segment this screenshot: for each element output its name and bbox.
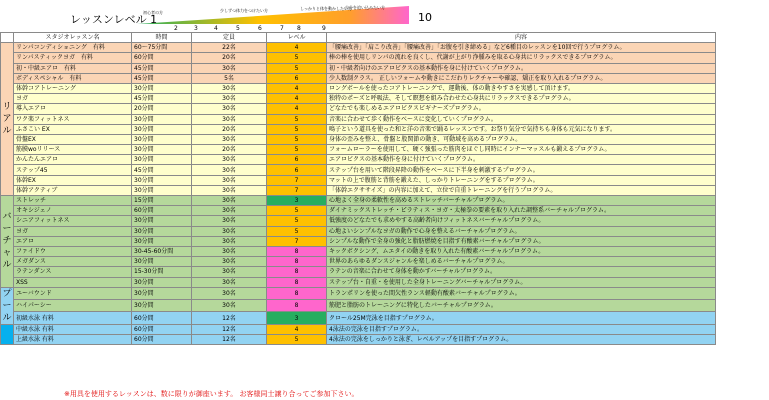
- level-cell: 6: [267, 165, 327, 175]
- level-cell: 4: [267, 324, 327, 334]
- lesson-name-cell: 体幹コアトレーニング: [14, 83, 132, 93]
- level-cell: 5: [267, 114, 327, 124]
- content-cell: 棒の棒を使用しリンパの流れを良くし、代謝が上がり浄腫みを取る心身共にリラックスできるプログラム。: [327, 53, 716, 63]
- table-row: [1, 155, 716, 165]
- table-row: [1, 124, 716, 134]
- capacity-cell: 30名: [192, 287, 267, 299]
- time-cell: 30分間: [132, 216, 192, 226]
- capacity-cell: 20名: [192, 124, 267, 134]
- capacity-cell: 30名: [192, 134, 267, 144]
- category-label: [1, 324, 14, 344]
- time-cell: 60分間: [132, 312, 192, 324]
- table-row: [1, 312, 716, 324]
- lesson-name-cell: ボディスペシャル 有料: [14, 73, 132, 83]
- table-row: [1, 134, 716, 144]
- scale-tick: 9: [322, 25, 326, 32]
- time-cell: 30分間: [132, 134, 192, 144]
- level-cell: 3: [267, 196, 327, 206]
- time-cell: 60分間: [132, 53, 192, 63]
- time-cell: 30分間: [132, 175, 192, 185]
- level-cell: 8: [267, 300, 327, 312]
- lesson-name-cell: 初級水泳 有料: [14, 312, 132, 324]
- category-label: プール: [2, 288, 12, 323]
- capacity-cell: 30名: [192, 114, 267, 124]
- time-cell: 60分間: [132, 334, 192, 344]
- lesson-name-cell: ハイパーシー: [14, 300, 132, 312]
- content-cell: 独特のポーズと呼吸法、そして瞑想を組み合わせた心身共にリラックスできるプログラム。: [327, 94, 716, 104]
- lesson-name-cell: ストレッチ: [14, 196, 132, 206]
- table-row: [1, 73, 716, 83]
- content-cell: ロングボールを使ったコアトレーニングで、運動後、体の動きやすさを実感して頂けます。: [327, 83, 716, 93]
- content-cell: 「体幹エクササイズ」の内容に加えて、立位で自重トレーニングを行うプログラム。: [327, 185, 716, 195]
- content-cell: 初・中級者向けのエアロビクスの基本動作を身に付けていくプログラム。: [327, 63, 716, 73]
- header-blank: [1, 33, 14, 43]
- capacity-cell: 30名: [192, 94, 267, 104]
- capacity-cell: 30名: [192, 104, 267, 114]
- table-row: [1, 175, 716, 185]
- table-row: [1, 206, 716, 216]
- time-cell: 60～75分間: [132, 43, 192, 53]
- table-row: [1, 216, 716, 226]
- lesson-name-cell: XSS: [14, 277, 132, 287]
- scale-tick: 4: [214, 25, 218, 32]
- capacity-cell: 30名: [192, 185, 267, 195]
- content-cell: 音楽に合わせて歩く動作をベースに変化していくプログラム。: [327, 114, 716, 124]
- table-row: [1, 334, 716, 344]
- table-row: [1, 324, 716, 334]
- lesson-name-cell: ラテンダンス: [14, 267, 132, 277]
- content-cell: マットの上で腹筋と背筋を鍛えた、しっかりトレーニングをするプログラム。: [327, 175, 716, 185]
- level-cell: 4: [267, 83, 327, 93]
- lesson-name-cell: リンパスティックヨガ 有料: [14, 53, 132, 63]
- table-row: [1, 196, 716, 206]
- content-cell: 筋肥と脂肪のトレーニングに特化したバーチャルプログラム。: [327, 300, 716, 312]
- table-row: [1, 114, 716, 124]
- capacity-cell: 30名: [192, 246, 267, 256]
- time-cell: 30分間: [132, 277, 192, 287]
- lesson-name-cell: 筋膜woリリース: [14, 145, 132, 155]
- content-cell: 少人数制クラス。 正しいフォームや動きにこだわりレクチャーや確認、矯正を取り入れるプログラム。: [327, 73, 716, 83]
- content-cell: 身体の歪みを整え、骨盤と股関節の動き、可動域を高めるプログラム。: [327, 134, 716, 144]
- level-cell: 5: [267, 124, 327, 134]
- annotation-build-stamina: 少しずつ体力をつけたい方: [220, 8, 268, 13]
- lesson-name-cell: 上級水泳 有料: [14, 334, 132, 344]
- time-cell: 30分間: [132, 287, 192, 299]
- content-cell: キックボクシング、ムエタイの動きを取り入れた有酸素バーチャルプログラム。: [327, 246, 716, 256]
- level-cell: 3: [267, 312, 327, 324]
- annotation-beginner: 初心者の方: [143, 10, 163, 15]
- capacity-cell: 30名: [192, 165, 267, 175]
- lesson-name-cell: 体幹アクティブ: [14, 185, 132, 195]
- content-cell: 低強度のどなたでも求めやする高齢者向けフィットネスバーチャルプログラム。: [327, 216, 716, 226]
- lesson-name-cell: かんたんエアロ: [14, 155, 132, 165]
- time-cell: 15分間: [132, 196, 192, 206]
- table-row: [1, 43, 716, 53]
- time-cell: 60分間: [132, 324, 192, 334]
- level-cell: 5: [267, 206, 327, 216]
- lesson-name-cell: 導入エアロ: [14, 104, 132, 114]
- content-cell: フォームローラーを使用して、硬く強張った筋肉をほぐし同時にインナーマッスルも鍛えるプログラム。: [327, 145, 716, 155]
- max-level-label: 10: [418, 11, 432, 24]
- lesson-name-cell: ユーバウンド: [14, 287, 132, 299]
- lesson-name-cell: ワク楽フィットネス: [14, 114, 132, 124]
- capacity-cell: 20名: [192, 145, 267, 155]
- lesson-name-cell: ステップ45: [14, 165, 132, 175]
- lesson-name-cell: リンパコンディショニング 有料: [14, 43, 132, 53]
- time-cell: 15-30分間: [132, 267, 192, 277]
- content-cell: ダイナミックストレッチ・ピラティス・ヨガ・太極拳の要素を取り入れた調整系バーチャルプログラム。: [327, 206, 716, 216]
- capacity-cell: 30名: [192, 206, 267, 216]
- capacity-cell: 30名: [192, 216, 267, 226]
- table-row: [1, 104, 716, 114]
- level-cell: 7: [267, 175, 327, 185]
- header-capacity: 定員: [192, 33, 267, 43]
- level-cell: 5: [267, 145, 327, 155]
- scale-tick: 3: [194, 25, 198, 32]
- time-cell: 30分間: [132, 185, 192, 195]
- level-cell: 5: [267, 134, 327, 144]
- capacity-cell: 20名: [192, 53, 267, 63]
- content-cell: クロール25M完泳を目指すプログラム。: [327, 312, 716, 324]
- lesson-name-cell: 中級水泳 有料: [14, 324, 132, 334]
- content-cell: どなたでも楽しめるエアロビクスビギナーズプログラム。: [327, 104, 716, 114]
- category-label: リアル: [1, 43, 14, 196]
- capacity-cell: 30名: [192, 83, 267, 93]
- table-row: [1, 63, 716, 73]
- content-cell: 世界のあらゆるダンスジャンルを楽しめるバーチャルプログラム。: [327, 257, 716, 267]
- table-row: [1, 94, 716, 104]
- level-cell: 5: [267, 53, 327, 63]
- content-cell: エアロビクスの基本動作を身に付けていくプログラム。: [327, 155, 716, 165]
- lesson-name-cell: ヨガ: [14, 226, 132, 236]
- table-row: [1, 53, 716, 63]
- capacity-cell: 30名: [192, 175, 267, 185]
- content-cell: トランポリンを使った間欠性ランス軽動有酸素バーチャルプログラム。: [327, 287, 716, 299]
- level-cell: 8: [267, 257, 327, 267]
- scale-tick: 2: [174, 25, 178, 32]
- table-row: [1, 185, 716, 195]
- table-row: [1, 246, 716, 256]
- content-cell: シンプルな動作で全身の強化と脂肪燃焼を目指す有酸素バーチャルプログラム。: [327, 236, 716, 246]
- header-level: レベル: [267, 33, 327, 43]
- time-cell: 30-45-60分間: [132, 246, 192, 256]
- table-row: [1, 236, 716, 246]
- table-row: [1, 257, 716, 267]
- level-cell: 5: [267, 226, 327, 236]
- content-cell: ラテンの音楽に合わせて身体を動かすバーチャルプログラム。: [327, 267, 716, 277]
- capacity-cell: 12名: [192, 324, 267, 334]
- time-cell: 45分間: [132, 63, 192, 73]
- content-cell: ステップ台を用いて階段昇降の動作をベースに下半身を刺激するプログラム。: [327, 165, 716, 175]
- time-cell: 30分間: [132, 300, 192, 312]
- annotation-push-yourself: 自分を追い込みたい方: [345, 5, 385, 10]
- capacity-cell: 30名: [192, 300, 267, 312]
- level-header: [0, 0, 769, 33]
- header-time: 時間: [132, 33, 192, 43]
- time-cell: 30分間: [132, 155, 192, 165]
- time-cell: 20分間: [132, 104, 192, 114]
- table-row: [1, 145, 716, 155]
- lesson-table: [0, 32, 716, 345]
- content-cell: 4泳法の完泳をしっかりと泳ぎ、レベルアップを目指すプログラム。: [327, 334, 716, 344]
- time-cell: 30分間: [132, 145, 192, 155]
- level-cell: 4: [267, 94, 327, 104]
- category-label: バーチャル: [1, 196, 14, 288]
- table-row: [1, 165, 716, 175]
- capacity-cell: 30名: [192, 257, 267, 267]
- capacity-cell: 30名: [192, 196, 267, 206]
- level-cell: 5: [267, 216, 327, 226]
- table-row: [1, 226, 716, 236]
- lesson-name-cell: ふさこい EX: [14, 124, 132, 134]
- table-row: [1, 287, 716, 299]
- time-cell: 60分間: [132, 206, 192, 216]
- level-cell: 4: [267, 43, 327, 53]
- capacity-cell: 30名: [192, 226, 267, 236]
- lesson-name-cell: 体幹EX: [14, 175, 132, 185]
- table-row: [1, 267, 716, 277]
- time-cell: 30分間: [132, 257, 192, 267]
- level-cell: 8: [267, 287, 327, 299]
- capacity-cell: 30名: [192, 236, 267, 246]
- table-row: [1, 300, 716, 312]
- scale-tick: 7: [280, 25, 284, 32]
- level-cell: 5: [267, 63, 327, 73]
- time-cell: 45分間: [132, 165, 192, 175]
- level-cell: 6: [267, 73, 327, 83]
- level-cell: 5: [267, 334, 327, 344]
- capacity-cell: 30名: [192, 155, 267, 165]
- lesson-name-cell: オキシジェノ: [14, 206, 132, 216]
- content-cell: 心地よく全身の柔軟性を高めるストレッチバーチャルプログラム。: [327, 196, 716, 206]
- time-cell: 30分間: [132, 124, 192, 134]
- table-header-row: [1, 33, 716, 43]
- level-cell: 8: [267, 246, 327, 256]
- capacity-cell: 30名: [192, 277, 267, 287]
- scale-tick: 6: [258, 25, 262, 32]
- content-cell: 「腰痛改善」「肩こり改善」「腰痛改善」「お腹を引き締める」など6種目のレッスンを10回で行うプログラム。: [327, 43, 716, 53]
- content-cell: 心地よいシンプルなヨガの動作で心身を整えるバーチャルプログラム。: [327, 226, 716, 236]
- lesson-name-cell: ファイドウ: [14, 246, 132, 256]
- table-row: [1, 83, 716, 93]
- scale-tick: 5: [236, 25, 240, 32]
- footer-note: ※用具を使用するレッスンは、数に限りが御座います。 お客様同士譲り合ってご参加下さい。: [64, 390, 359, 398]
- annotation-move-body: しっかりと体を動かしたい方: [300, 6, 352, 11]
- capacity-cell: 5名: [192, 73, 267, 83]
- time-cell: 30分間: [132, 226, 192, 236]
- scale-tick: 8: [297, 25, 301, 32]
- header-lesson-name: スタジオレッスン名: [14, 33, 132, 43]
- level-cell: 7: [267, 185, 327, 195]
- lesson-name-cell: 初・中級エアロ 有料: [14, 63, 132, 73]
- time-cell: 30分間: [132, 83, 192, 93]
- level-cell: 8: [267, 277, 327, 287]
- lesson-name-cell: メガダンス: [14, 257, 132, 267]
- lesson-name-cell: ヨガ: [14, 94, 132, 104]
- capacity-cell: 30名: [192, 63, 267, 73]
- lesson-name-cell: シニアフィットネス: [14, 216, 132, 226]
- time-cell: 45分間: [132, 94, 192, 104]
- content-cell: 鳴子という道具を使った和と洋の音楽で踊るレッスンです。お祭り気分で気持ちも身体も元気になります。: [327, 124, 716, 134]
- content-cell: 4泳法の完泳を目指すプログラム。: [327, 324, 716, 334]
- time-cell: 30分間: [132, 114, 192, 124]
- capacity-cell: 30名: [192, 267, 267, 277]
- header-content: 内容: [327, 33, 716, 43]
- level-cell: 7: [267, 236, 327, 246]
- lesson-name-cell: 骨盤EX: [14, 134, 132, 144]
- level-cell: 8: [267, 267, 327, 277]
- capacity-cell: 12名: [192, 334, 267, 344]
- lesson-name-cell: エアロ: [14, 236, 132, 246]
- capacity-cell: 22名: [192, 43, 267, 53]
- table-row: [1, 277, 716, 287]
- level-cell: 6: [267, 155, 327, 165]
- time-cell: 45分間: [132, 73, 192, 83]
- capacity-cell: 12名: [192, 312, 267, 324]
- time-cell: 30分間: [132, 236, 192, 246]
- page-title: レッスンレベル 1: [70, 13, 158, 26]
- level-cell: 4: [267, 104, 327, 114]
- content-cell: ステップ台・自重・を使用した全身トレーニングバーチャルプログラム。: [327, 277, 716, 287]
